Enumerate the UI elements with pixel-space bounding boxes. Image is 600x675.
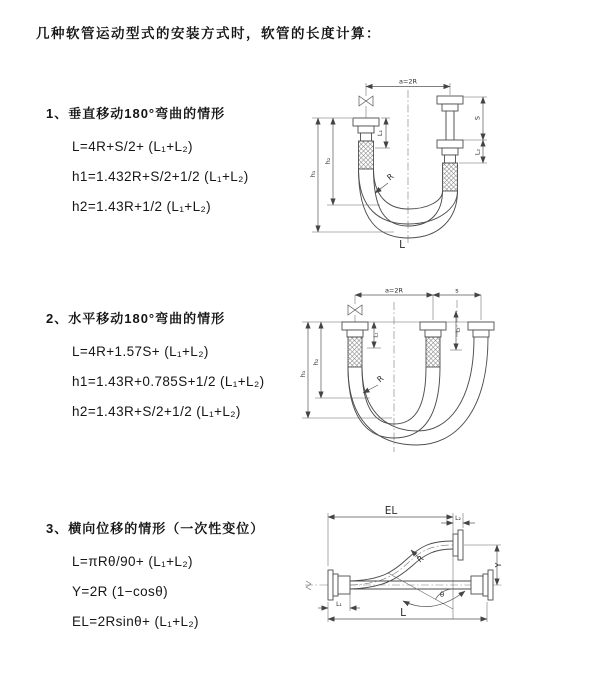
diagram-vertical-bend	[296, 70, 596, 262]
page-title: 几种软管运动型式的安装方式时，软管的长度计算：	[36, 26, 381, 41]
section-1-heading: 1、垂直移动180°弯曲的情形	[46, 106, 226, 121]
section-2	[46, 308, 306, 427]
dimension-length	[328, 602, 487, 622]
label-span-top: a=2R	[384, 286, 404, 295]
label-span-top: a=2R	[398, 77, 418, 86]
section-1-formulas	[46, 132, 306, 222]
formula-EL: EL=2Rsinθ+ (L₁+L₂)	[72, 614, 199, 629]
valve-icon	[359, 83, 373, 118]
label-height1: h₁	[309, 170, 317, 178]
formula-h1-2: h1=1.43R+0.785S+1/2 (L₁+L₂)	[72, 374, 265, 389]
radius-callout	[375, 172, 396, 193]
formula-h2-2: h2=1.43R+S/2+1/2 (L₁+L₂)	[72, 404, 241, 419]
diagram-lateral-displacement	[293, 498, 600, 656]
diagram-horizontal-bend	[296, 282, 596, 462]
label-movement: S	[473, 115, 482, 121]
formula-L3: L=πRθ/90+ (L₁+L₂)	[72, 554, 193, 569]
hose-displaced-position	[350, 541, 453, 589]
flange-left	[328, 570, 350, 600]
dimension-span-top	[355, 287, 433, 296]
dimension-extended-length	[328, 505, 453, 619]
flange-fitting-left	[353, 118, 379, 169]
flange-fitting-middle	[420, 295, 446, 367]
radius-callout	[363, 374, 386, 393]
dimension-fitting-right	[450, 311, 462, 350]
formula-Y: Y=2R (1−cosθ)	[72, 584, 168, 599]
label-length: L	[399, 239, 405, 251]
label-fitting-left: L₁	[336, 601, 342, 608]
label-height1: h₁	[299, 370, 307, 378]
formula-h1-1: h1=1.432R+S/2+1/2 (L₁+L₂)	[72, 169, 249, 184]
section-3-formulas	[46, 547, 306, 637]
label-fitting-right: L₂	[455, 327, 462, 333]
braided-hose-left	[359, 141, 374, 169]
valve-icon	[348, 295, 362, 322]
label-length: L	[400, 607, 406, 619]
label-radius: R	[415, 553, 426, 565]
braided-hose-left	[348, 337, 362, 367]
label-height2: h₂	[312, 358, 320, 366]
section-3-heading: 3、横向位移的情形（一次性变位）	[46, 521, 265, 536]
flange-fitting-left	[342, 322, 368, 367]
braided-hose-right	[443, 163, 458, 191]
label-movement: s	[455, 286, 459, 295]
label-radius: R	[375, 373, 386, 385]
formula-h2-1: h2=1.43R+1/2 (L₁+L₂)	[72, 199, 212, 214]
angle-callout	[403, 589, 465, 607]
dimension-fitting-left	[367, 322, 381, 348]
label-extended-length: EL	[384, 505, 398, 517]
section-3	[46, 518, 306, 637]
label-angle: θ	[439, 591, 445, 599]
section-2-heading: 2、水平移动180°弯曲的情形	[46, 311, 226, 326]
dimension-fitting-left	[318, 594, 360, 611]
flange-fitting-right	[468, 295, 494, 337]
flange-upper	[453, 530, 463, 560]
label-offset: Y	[494, 562, 503, 568]
label-fitting-left: L₁	[376, 129, 384, 137]
dimension-span-top	[366, 78, 450, 87]
dimension-movement	[463, 97, 487, 140]
hose-u-bend-positions	[348, 337, 488, 445]
label-height2: h₂	[324, 157, 332, 165]
braided-hose-middle	[426, 337, 440, 367]
pipe-break-mark	[306, 581, 311, 590]
dimension-fitting-right	[441, 513, 475, 528]
flange-fitting-right	[437, 83, 463, 191]
label-fitting-left: L₁	[373, 332, 380, 338]
dimension-movement	[433, 287, 481, 296]
label-fitting-right: L₂	[473, 148, 482, 156]
label-radius: R	[385, 171, 396, 183]
section-1	[46, 103, 306, 222]
flange-right	[471, 570, 493, 600]
formula-L1: L=4R+S/2+ (L₁+L₂)	[72, 139, 193, 154]
formula-L2: L=4R+1.57S+ (L₁+L₂)	[72, 344, 209, 359]
section-2-formulas	[46, 337, 306, 427]
label-fitting-right: L₂	[455, 515, 461, 522]
